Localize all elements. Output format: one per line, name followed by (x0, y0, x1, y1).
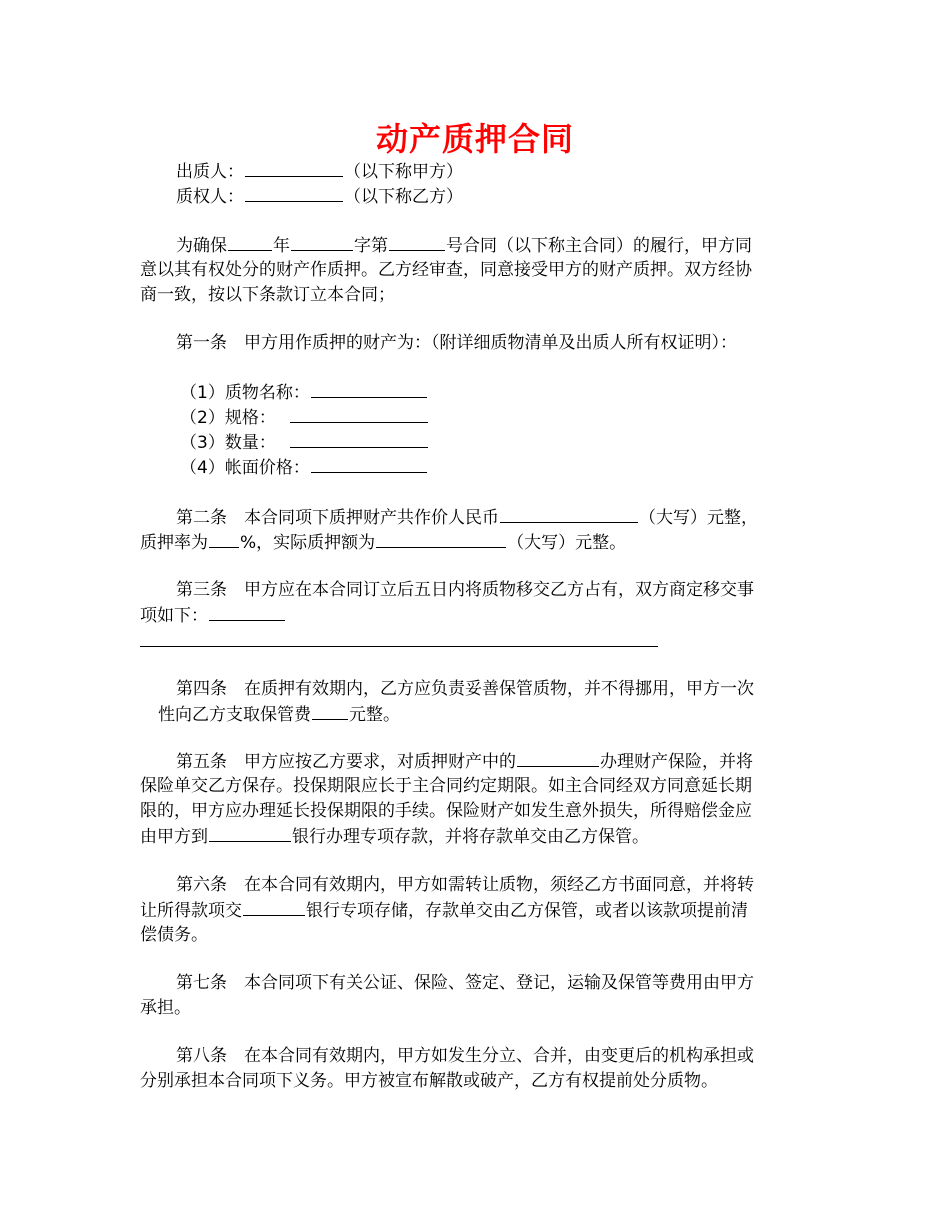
article-5-text-2: 办理财产保险，并将 (600, 752, 753, 772)
article-4-line-1: 第四条 在质押有效期内，乙方应负责妥善保管质物，并不得挪用，甲方一次 (176, 679, 754, 699)
article-5-line-3: 限的，甲方应办理延长投保期限的手续。保险财产如发生意外损失，所得赔偿金应 (140, 801, 752, 821)
item-price-line (180, 455, 428, 481)
intro-line-2: 意以其有权处分的财产作质押。乙方经审查，同意接受甲方的财产质押。双方经协 (140, 260, 752, 280)
pledgee-line (176, 184, 463, 210)
bank-name-blank-1[interactable] (209, 824, 291, 842)
article-6-line-3: 偿债务。 (140, 925, 208, 945)
item-name-line (180, 380, 428, 406)
pledge-amount-blank[interactable] (376, 530, 506, 548)
article-5-text-4: 银行办理专项存款，并将存款单交由乙方保管。 (292, 827, 649, 847)
article-1-heading: 第一条 甲方用作质押的财产为：（附详细质物清单及出质人所有权证明）： (176, 333, 737, 353)
article-2-text-2: （大写）元整， (639, 508, 758, 528)
insured-property-blank[interactable] (517, 749, 599, 767)
item-name-blank[interactable] (311, 380, 427, 398)
item-qty-blank[interactable] (290, 430, 428, 448)
article-7-line-2: 承担。 (140, 998, 191, 1018)
article-3-text-2: 项如下： (140, 606, 208, 626)
bank-name-blank-2[interactable] (243, 898, 305, 916)
article-3-line-1: 第三条 甲方应在本合同订立后五日内将质物移交乙方占有，双方商定移交事 (176, 580, 754, 600)
article-4-line-2 (158, 702, 400, 728)
intro-text-4: 号合同（以下称主合同）的履行，甲方同 (446, 236, 752, 256)
article-2-text-3: 质押率为 (140, 533, 208, 553)
pledgee-blank[interactable] (245, 184, 343, 202)
pledgor-label: 出质人： (176, 162, 244, 182)
article-6-line-2 (140, 898, 748, 924)
article-5-line-4 (140, 824, 649, 850)
article-5-line-1 (176, 749, 753, 775)
pledgee-note: （以下称乙方） (344, 187, 463, 207)
pledgee-label: 质权人： (176, 187, 244, 207)
intro-line-3: 商一致，按以下条款订立本合同； (140, 285, 395, 305)
item-spec-line (180, 405, 429, 431)
article-8-line-1: 第八条 在本合同有效期内，甲方如发生分立、合并，由变更后的机构承担或 (176, 1046, 754, 1066)
valuation-blank[interactable] (500, 505, 638, 523)
article-8-line-2: 分别承担本合同项下义务。甲方被宣布解散或破产，乙方有权提前处分质物。 (140, 1071, 718, 1091)
item-price-label: （4）帐面价格： (180, 458, 310, 478)
article-2-line-2 (140, 530, 626, 556)
year-blank[interactable] (228, 233, 272, 251)
article-2-line-1 (176, 505, 758, 531)
document-title: 动产质押合同 (375, 120, 574, 158)
intro-text-3: 字第 (354, 236, 388, 256)
article-5-text-3: 由甲方到 (140, 827, 208, 847)
article-5-text-1: 第五条 甲方应按乙方要求，对质押财产中的 (176, 752, 516, 772)
storage-fee-blank[interactable] (312, 702, 348, 720)
item-spec-blank[interactable] (290, 405, 428, 423)
article-2-text-5: （大写）元整。 (507, 533, 627, 553)
article-3-line-2 (140, 603, 286, 629)
intro-text-1: 为确保 (176, 236, 227, 256)
item-price-blank[interactable] (311, 455, 427, 473)
number-blank[interactable] (389, 233, 445, 251)
article-2-text-4: %，实际质押额为 (240, 533, 376, 553)
transfer-items-long-blank[interactable] (140, 646, 658, 647)
pledge-rate-blank[interactable] (209, 530, 239, 548)
item-name-label: （1）质物名称： (180, 383, 310, 403)
article-7-line-1: 第七条 本合同项下有关公证、保险、签定、登记，运输及保管等费用由甲方 (176, 973, 754, 993)
item-qty-line (180, 430, 429, 456)
article-5-line-2: 保险单交乙方保存。投保期限应长于主合同约定期限。如主合同经双方同意延长期 (140, 776, 752, 796)
article-6-text-2: 银行专项存储，存款单交由乙方保管，或者以该款项提前清 (306, 901, 748, 921)
pledgor-note: （以下称甲方） (344, 162, 463, 182)
item-qty-label: （3）数量： (180, 433, 276, 453)
word-blank[interactable] (291, 233, 353, 251)
article-2-text-1: 第二条 本合同项下质押财产共作价人民币 (176, 508, 499, 528)
article-6-line-1: 第六条 在本合同有效期内，甲方如需转让质物，须经乙方书面同意，并将转 (176, 875, 754, 895)
pledgor-line (176, 159, 463, 185)
pledgor-blank[interactable] (245, 159, 343, 177)
article-6-text-1: 让所得款项交 (140, 901, 242, 921)
article-4-text-2: 元整。 (349, 705, 400, 725)
transfer-items-blank[interactable] (209, 603, 285, 621)
intro-text-2: 年 (273, 236, 290, 256)
item-spec-label: （2）规格： (180, 408, 276, 428)
intro-line-1 (176, 233, 752, 259)
article-4-text-1: 性向乙方支取保管费 (158, 705, 311, 725)
